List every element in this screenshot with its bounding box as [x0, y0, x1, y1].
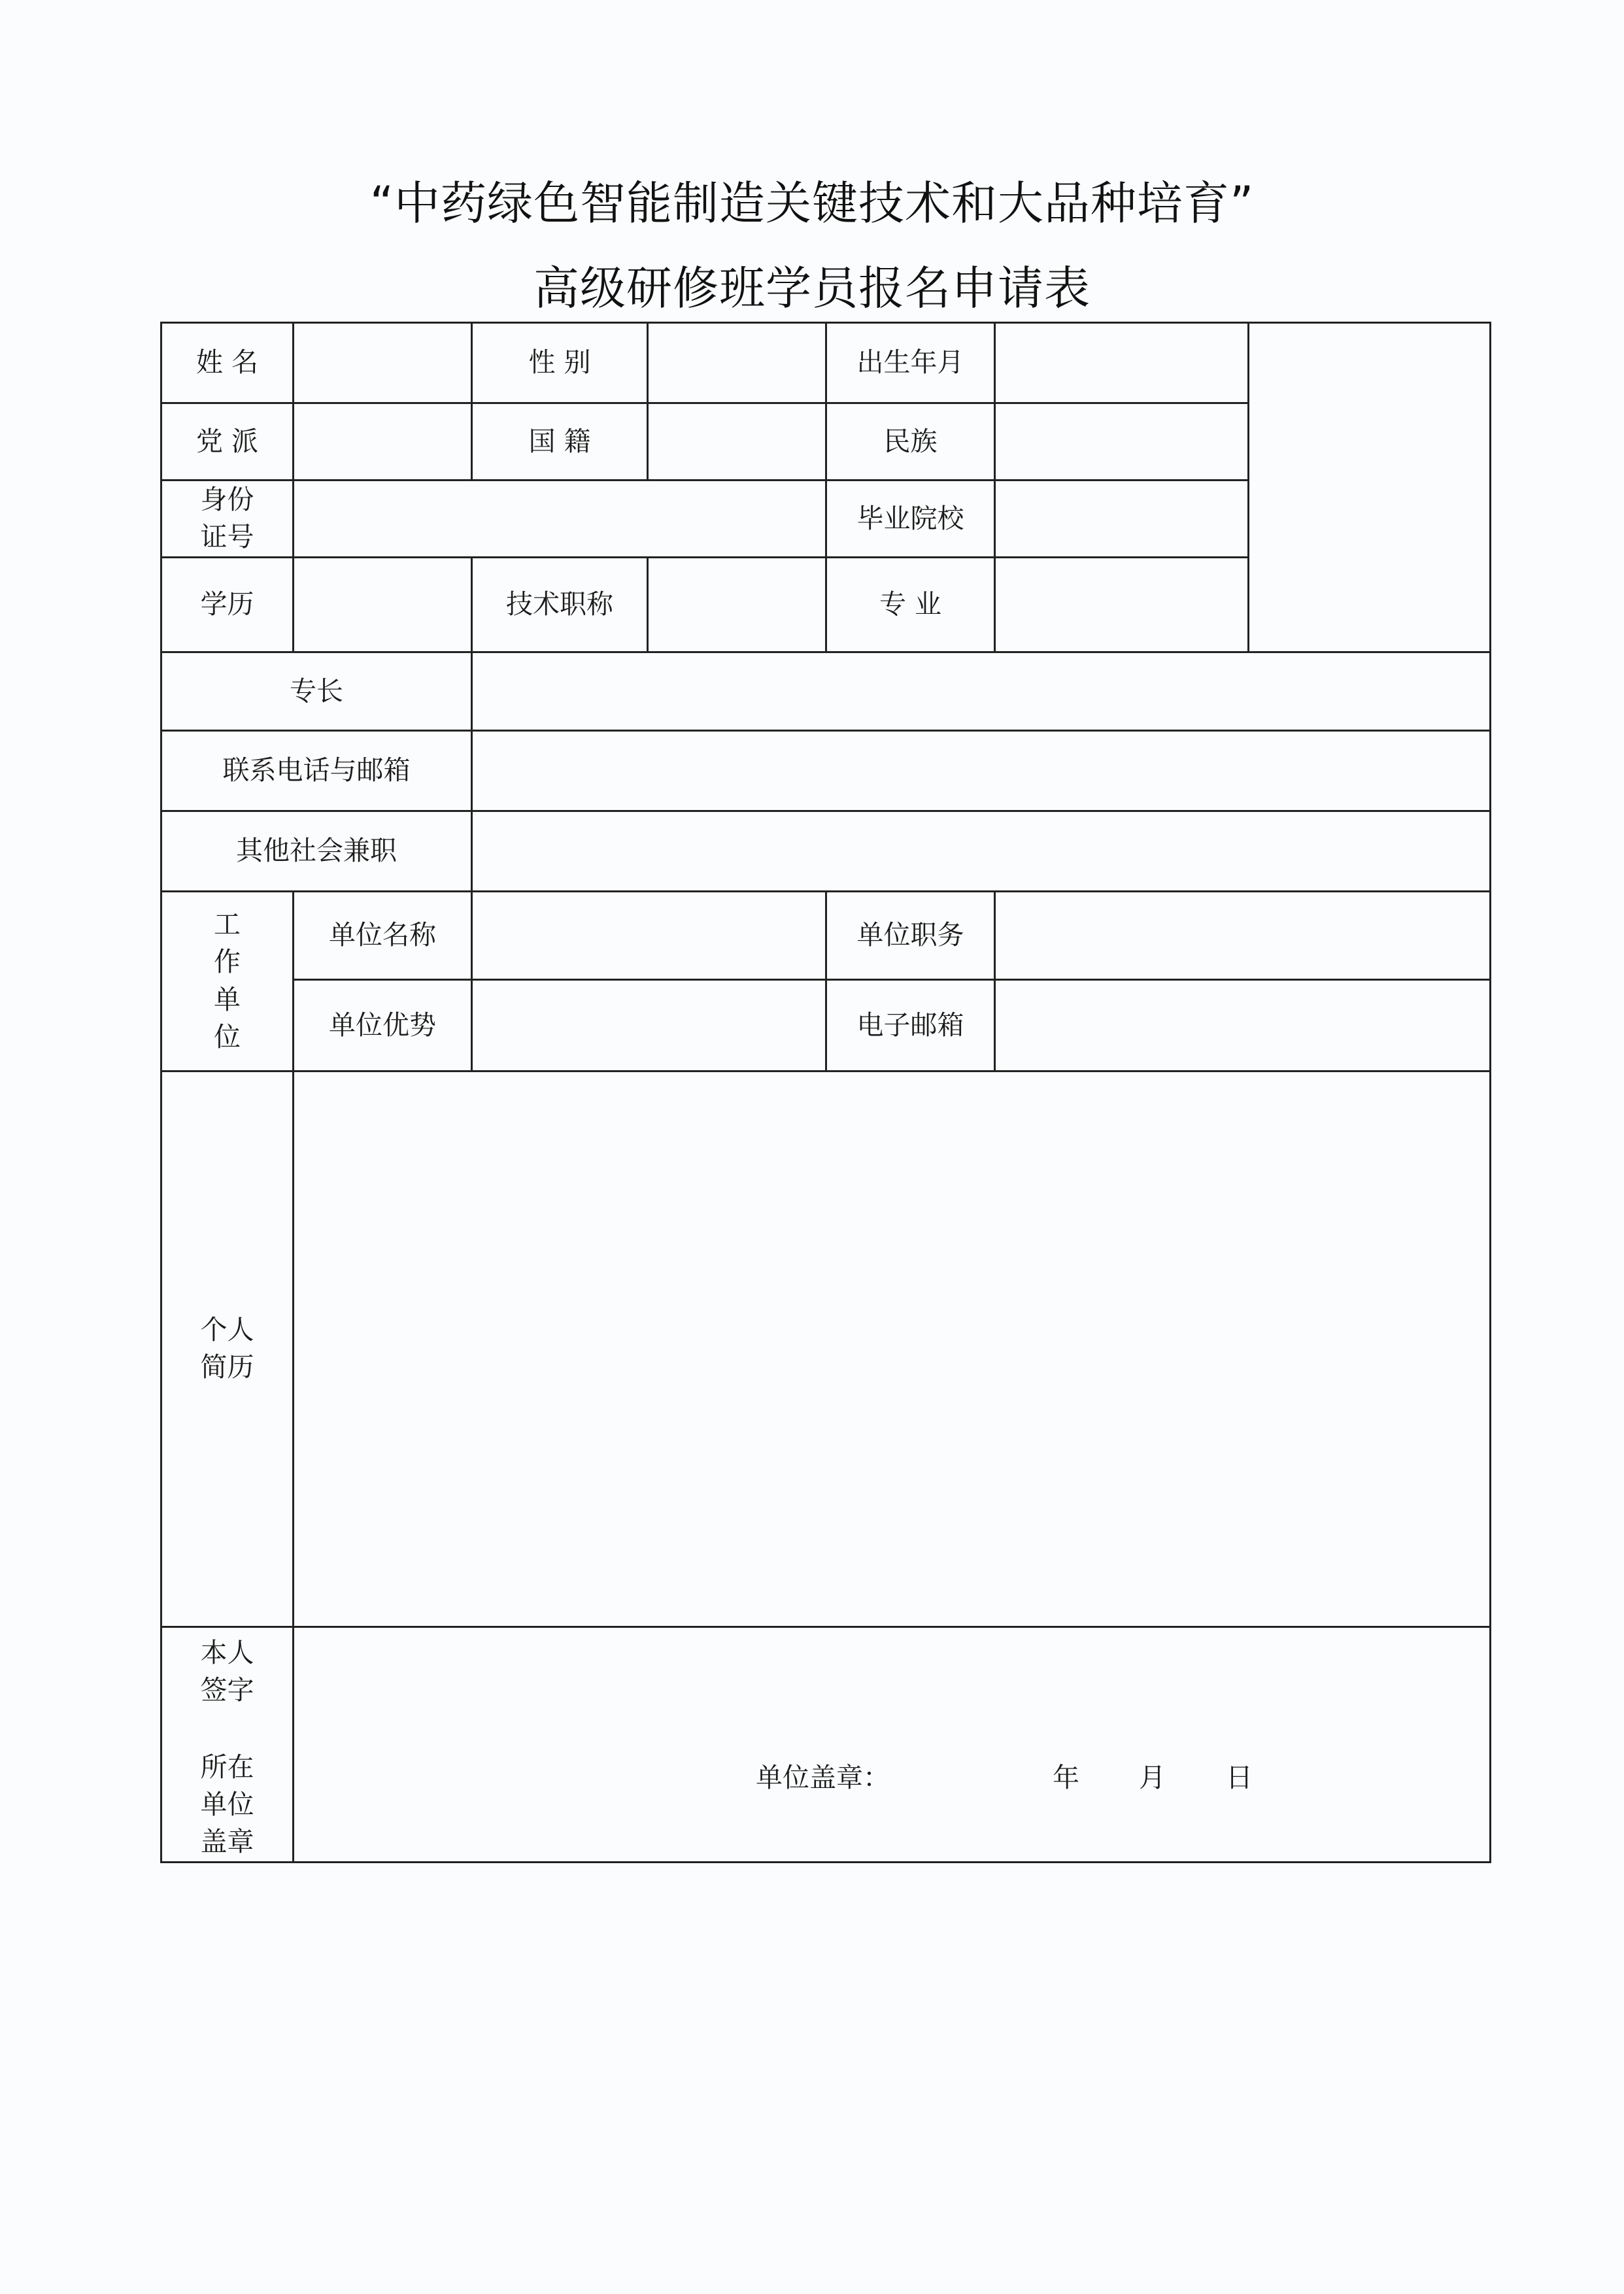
- education-label: 学历: [161, 557, 294, 652]
- id-number-field[interactable]: [294, 481, 826, 558]
- unit-position-label: 单位职务: [826, 891, 995, 979]
- school-label: 毕业院校: [826, 481, 995, 558]
- form-title-line1: “中药绿色智能制造关键技术和大品种培育”: [369, 177, 1255, 230]
- nationality-label: 国 籍: [472, 403, 648, 481]
- contact-field[interactable]: [472, 730, 1491, 811]
- nationality-field[interactable]: [648, 403, 826, 481]
- party-field[interactable]: [294, 403, 472, 481]
- gender-label: 性 别: [472, 323, 648, 403]
- expertise-label: 专长: [161, 652, 472, 730]
- name-label: 姓 名: [161, 323, 294, 403]
- work-unit-label: 工作单位: [161, 891, 294, 1071]
- signature-seal-area[interactable]: [294, 1627, 1491, 1862]
- title-label: 技术职称: [472, 557, 648, 652]
- unit-name-label: 单位名称: [294, 891, 472, 979]
- birth-field[interactable]: [995, 323, 1249, 403]
- unit-advantage-field[interactable]: [472, 979, 826, 1071]
- ethnicity-label: 民族: [826, 403, 995, 481]
- expertise-field[interactable]: [472, 652, 1491, 730]
- photo-box[interactable]: [1249, 323, 1491, 652]
- unit-advantage-label: 单位优势: [294, 979, 472, 1071]
- year-label: 年: [1053, 1761, 1079, 1793]
- form-title-line2: 高级研修班学员报名申请表: [533, 261, 1091, 315]
- resume-label: 个人简历: [161, 1071, 294, 1627]
- name-field[interactable]: [294, 323, 472, 403]
- other-roles-label: 其他社会兼职: [161, 811, 472, 891]
- signature-label: 本人签字 所在单位盖章: [161, 1627, 294, 1862]
- major-field[interactable]: [995, 557, 1249, 652]
- application-form-table: [160, 322, 1491, 1863]
- seal-label: 单位盖章：: [756, 1761, 890, 1793]
- other-roles-field[interactable]: [472, 811, 1491, 891]
- birth-label: 出生年月: [826, 323, 995, 403]
- school-field[interactable]: [995, 481, 1249, 558]
- contact-label: 联系电话与邮箱: [161, 730, 472, 811]
- title-field[interactable]: [648, 557, 826, 652]
- ethnicity-field[interactable]: [995, 403, 1249, 481]
- education-field[interactable]: [294, 557, 472, 652]
- id-number-label: 身份证号: [161, 481, 294, 558]
- day-label: 日: [1226, 1761, 1253, 1793]
- resume-field[interactable]: [294, 1071, 1491, 1627]
- gender-field[interactable]: [648, 323, 826, 403]
- email-field[interactable]: [995, 979, 1491, 1071]
- party-label: 党 派: [161, 403, 294, 481]
- unit-position-field[interactable]: [995, 891, 1491, 979]
- email-label: 电子邮箱: [826, 979, 995, 1071]
- month-label: 月: [1139, 1761, 1166, 1793]
- major-label: 专 业: [826, 557, 995, 652]
- unit-name-field[interactable]: [472, 891, 826, 979]
